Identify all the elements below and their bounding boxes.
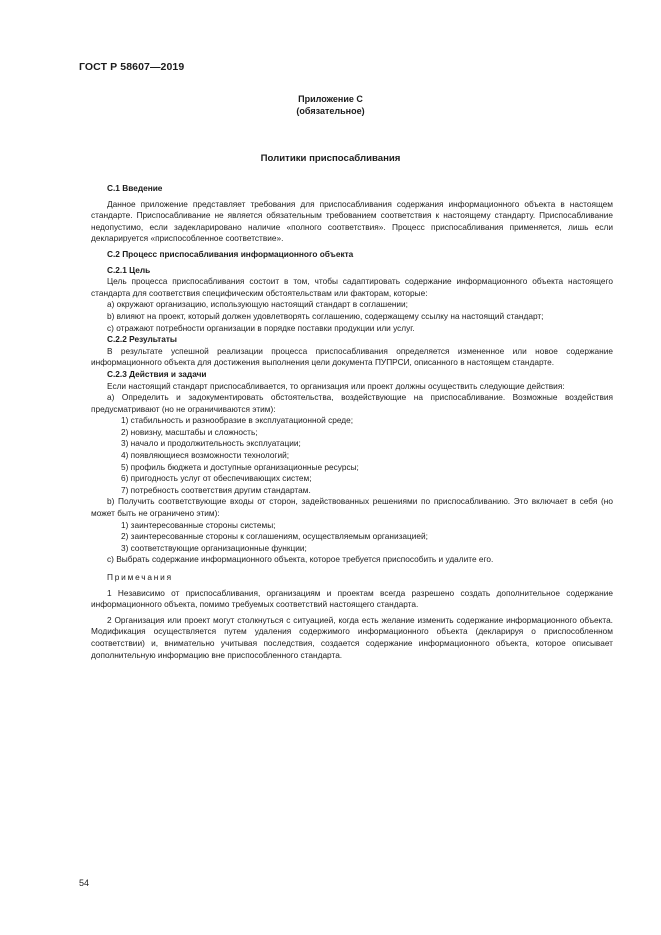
list-item: a) окружают организацию, использующую настоящий стандарт в соглашении;: [107, 299, 408, 310]
list-item: 3) соответствующие организационные функции;: [121, 542, 307, 553]
document-body: [91, 183, 613, 661]
heading-c1: С.1 Введение: [107, 183, 163, 193]
action-c: c) Выбрать содержание информационного объекта, которое требуется приспособить и удалите его.: [107, 554, 494, 565]
list-item: c) отражают потребности организации в порядке поставки продукции или услуг.: [107, 322, 415, 333]
heading-c23: С.2.3 Действия и задачи: [107, 368, 207, 379]
note-2: 2 Организация или проект могут столкнуться с ситуацией, когда есть желание изменить содержание информационного объекта. Модификация осуществляется путем удаления содержимого информационного объекта (декларируя о приспособленном соответствии) и, внимательно учитывая последствия, создается содержание информационного объекта, которое описывает дополнительную информацию вне приспособленного стандарта.: [91, 614, 613, 660]
action-a: a) Определить и задокументировать обстоятельства, воздействующие на приспосабливание. Возможные воздействия предусматривают (но не ограничиваются этим):: [91, 392, 613, 414]
paragraph-c22: В результате успешной реализации процесса приспосабливания определяется измененное или новое содержание информационного объекта для достижения выполнения цели документа ПУПРСИ, описанного в настоящем стандарте.: [91, 345, 613, 368]
section-title: Политики приспосабливания: [260, 153, 401, 164]
list-item: 5) профиль бюджета и доступные организационные ресурсы;: [121, 461, 359, 472]
standard-number: ГОСТ Р 58607—2019: [79, 61, 185, 73]
list-item: 7) потребность соответствия другим стандартам.: [121, 484, 311, 495]
list-item: 3) начало и продолжительность эксплуатации;: [121, 438, 301, 449]
paragraph-c21: Цель процесса приспосабливания состоит в том, чтобы садаптировать содержание информационного объекта настоящего стандарта для соответствия специфическим обстоятельствам или факторам, которые:: [91, 276, 613, 298]
notes-heading: Примечания: [107, 572, 173, 582]
list-item: 1) заинтересованные стороны системы;: [121, 519, 276, 530]
heading-c21: С.2.1 Цель: [107, 264, 151, 275]
list-item: 2) заинтересованные стороны к соглашениям, осуществляемым организацией;: [121, 531, 428, 542]
heading-c2: С.2 Процесс приспосабливания информационного объекта: [107, 248, 354, 259]
list-item: 6) пригодность услуг от обеспечивающих систем;: [121, 473, 312, 484]
annex-heading: [0, 93, 661, 117]
heading-c22: С.2.2 Результаты: [107, 334, 177, 345]
note-1: 1 Независимо от приспосабливания, организациям и проектам всегда разрешено создать дополнительное содержание информационного объекта, помимо требуемых соответствий настоящего стандарта.: [91, 587, 613, 610]
list-item: 1) стабильность и разнообразие в эксплуатационной среде;: [121, 415, 354, 426]
annex-title: Приложение С: [298, 94, 363, 104]
list-item: 2) новизну, масштабы и сложность;: [121, 426, 258, 437]
page-number: 54: [79, 878, 90, 888]
list-item: 4) появляющиеся возможности технологий;: [121, 450, 290, 461]
paragraph-c1: Данное приложение представляет требования для приспосабливания содержания информационного объекта в настоящем стандарте. Приспосабливание не является обязательным требованием соответствия к настоящему стандарту. Приспосабливание недопустимо, если задекларировано наличие «полного соответствия». Процесс приспосабливания применяется, лишь если декларируется «приспособленное соответствие».: [91, 198, 613, 244]
action-b: b) Получить соответствующие входы от сторон, задействованных решениями по приспосабливанию. Это включает в себя (но может быть не ограничено этим):: [91, 496, 613, 519]
annex-status: (обязательное): [296, 106, 365, 116]
list-item: b) влияют на проект, который должен удовлетворять соглашению, содержащему ссылку на настоящий стандарт;: [107, 310, 544, 321]
paragraph-c23: Если настоящий стандарт приспосабливается, то организация или проект должны осуществить следующие действия:: [107, 380, 565, 391]
